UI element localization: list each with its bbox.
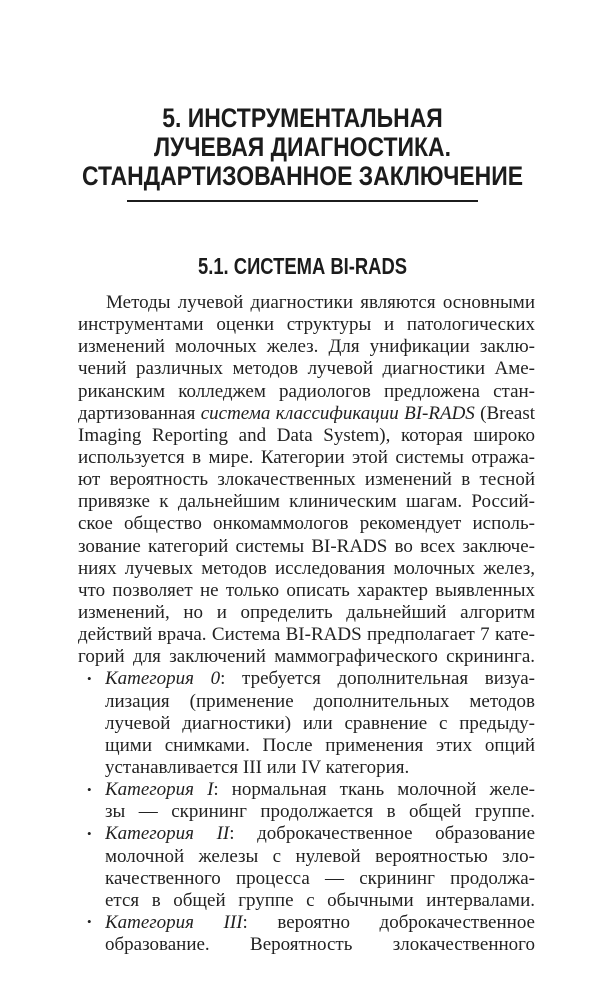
text-line: ское общество онкомаммологов рекомендует исполь-	[78, 513, 535, 535]
text-line: лучевой диагностики) или сравнение с предыду-	[105, 712, 535, 734]
paragraph	[78, 292, 535, 668]
italic-term: система классификации BI-RADS	[200, 402, 475, 424]
chapter-title	[45, 104, 559, 191]
text-line: устанавливается III или IV категория.	[105, 756, 410, 778]
list-item	[78, 823, 535, 912]
text-line: горий для заключений маммографического скрининга.	[78, 646, 535, 668]
section-heading: 5.1. СИСТЕМА BI-RADS	[197, 253, 408, 279]
text-line: ется в общей группе с обычными интервалами.	[105, 889, 535, 911]
text-line: Категория 0: требуется дополнительная визуа-	[105, 668, 535, 690]
text-line: зы — скрининг продолжается в общей группе.	[105, 801, 535, 823]
text-line: образование. Вероятность злокачественного	[105, 934, 535, 956]
text-line: молочной железы с нулевой вероятностью зло-	[105, 845, 535, 867]
text-line: Методы лучевой диагностики являются основными	[106, 292, 535, 313]
text-line: изменений, но и определить дальнейший алгоритм	[78, 601, 535, 623]
list-item	[78, 779, 535, 823]
list-item	[78, 668, 535, 779]
text-line: Категория I: нормальная ткань молочной желе-	[105, 779, 535, 801]
text-line: Категория II: доброкачественное образование	[105, 823, 535, 845]
text-line: ют вероятность злокачественных изменений в тесной	[78, 469, 535, 491]
text-line: дартизованная система классификации BI-RADS (Breast	[78, 402, 535, 424]
text-line: действий врача. Система BI-RADS предполагает 7 кате-	[78, 624, 535, 646]
text-line: зование категорий системы BI-RADS во всех заключе-	[78, 535, 535, 557]
category-label: Категория 0	[105, 668, 221, 690]
category-label: Категория I	[105, 779, 214, 801]
title-divider-rule	[127, 200, 478, 202]
bullet-icon: •	[87, 781, 92, 797]
list-item	[78, 912, 535, 956]
bullet-icon: •	[87, 825, 92, 841]
chapter-title-line: ЛУЧЕВАЯ ДИАГНОСТИКА.	[153, 132, 452, 162]
text-line: инструментами оценки структуры и патологических	[78, 314, 535, 336]
bullet-list	[78, 668, 535, 956]
text-line: риканским колледжем радиологов предложена стан-	[78, 380, 535, 402]
body-text	[78, 292, 535, 956]
category-label: Категория II	[105, 823, 230, 845]
text-line: щими снимками. После применения этих опций	[105, 734, 535, 756]
text-line: используется в мире. Категории этой системы отража-	[78, 446, 535, 468]
text-line: привязке к дальнейшим клиническим шагам. Россий-	[78, 491, 535, 513]
bullet-icon: •	[87, 914, 92, 930]
text-line: Imaging Reporting and Data System), которая широко	[78, 424, 535, 446]
text-line: Категория III: вероятно доброкачественное	[105, 911, 535, 933]
text-line: ниях лучевых методов исследования молочных желез,	[78, 557, 535, 579]
text-line: изменений молочных желез. Для унификации заклю-	[78, 336, 535, 358]
chapter-title-line: 5. ИНСТРУМЕНТАЛЬНАЯ	[162, 103, 443, 133]
text-line: что позволяет не только описать характер выявленных	[78, 579, 535, 601]
chapter-title-line: СТАНДАРТИЗОВАННОЕ ЗАКЛЮЧЕНИЕ	[81, 161, 524, 191]
text-line: качественного процесса — скрининг продолжа-	[105, 867, 535, 889]
text-line: чений различных методов лучевой диагностики Аме-	[78, 358, 535, 380]
text-line: лизация (применение дополнительных методов	[105, 690, 535, 712]
category-label: Категория III	[105, 911, 243, 933]
bullet-icon: •	[87, 670, 92, 686]
